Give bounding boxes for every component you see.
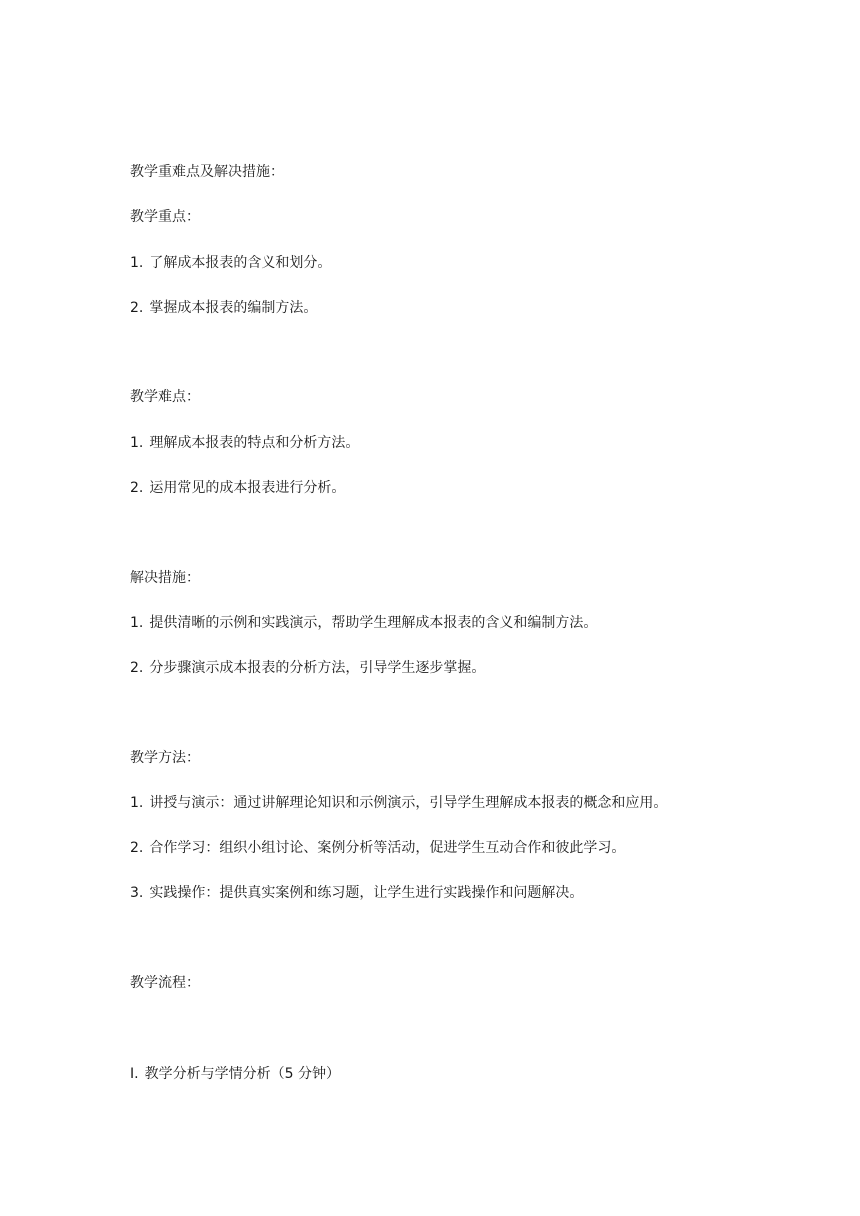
- difficulty-item: [130, 478, 345, 498]
- solutions-item: [130, 658, 485, 678]
- section-number: I.: [130, 1066, 139, 1082]
- solutions-item: [130, 613, 597, 633]
- list-number: 2.: [130, 300, 144, 316]
- difficulty-title: 教学难点：: [130, 389, 200, 405]
- focus-title: 教学重点：: [130, 209, 200, 225]
- methods-item: [130, 883, 583, 903]
- list-item-text: 分步骤演示成本报表的分析方法，引导学生逐步掌握。: [149, 660, 486, 676]
- list-item-text: 实践操作：提供真实案例和练习题，让学生进行实践操作和问题解决。: [149, 885, 584, 901]
- list-number: 1.: [130, 435, 144, 451]
- process-title: 教学流程：: [130, 975, 200, 991]
- methods-item: [130, 793, 667, 813]
- list-item-text: 提供清晰的示例和实践演示，帮助学生理解成本报表的含义和编制方法。: [149, 615, 598, 631]
- list-item-text: 掌握成本报表的编制方法。: [149, 300, 318, 316]
- list-item-text: 了解成本报表的含义和划分。: [149, 255, 332, 271]
- list-number: 3.: [130, 885, 144, 901]
- heading-key-points: 教学重难点及解决措施：: [130, 164, 284, 180]
- list-number: 2.: [130, 840, 144, 856]
- focus-item: [130, 298, 317, 318]
- solutions-title: 解决措施：: [130, 570, 200, 586]
- list-item-text: 理解成本报表的特点和分析方法。: [149, 435, 360, 451]
- difficulty-item: [130, 433, 359, 453]
- list-number: 1.: [130, 255, 144, 271]
- methods-title: 教学方法：: [130, 750, 200, 766]
- list-number: 2.: [130, 660, 144, 676]
- list-item-text: 合作学习：组织小组讨论、案例分析等活动，促进学生互动合作和彼此学习。: [149, 840, 626, 856]
- focus-item: [130, 253, 331, 273]
- list-item-text: 运用常见的成本报表进行分析。: [149, 480, 346, 496]
- list-number: 1.: [130, 795, 144, 811]
- methods-item: [130, 838, 625, 858]
- process-section: [130, 1064, 340, 1084]
- list-number: 1.: [130, 615, 144, 631]
- section-text: 教学分析与学情分析（5 分钟）: [144, 1066, 340, 1082]
- list-number: 2.: [130, 480, 144, 496]
- list-item-text: 讲授与演示：通过讲解理论知识和示例演示，引导学生理解成本报表的概念和应用。: [149, 795, 668, 811]
